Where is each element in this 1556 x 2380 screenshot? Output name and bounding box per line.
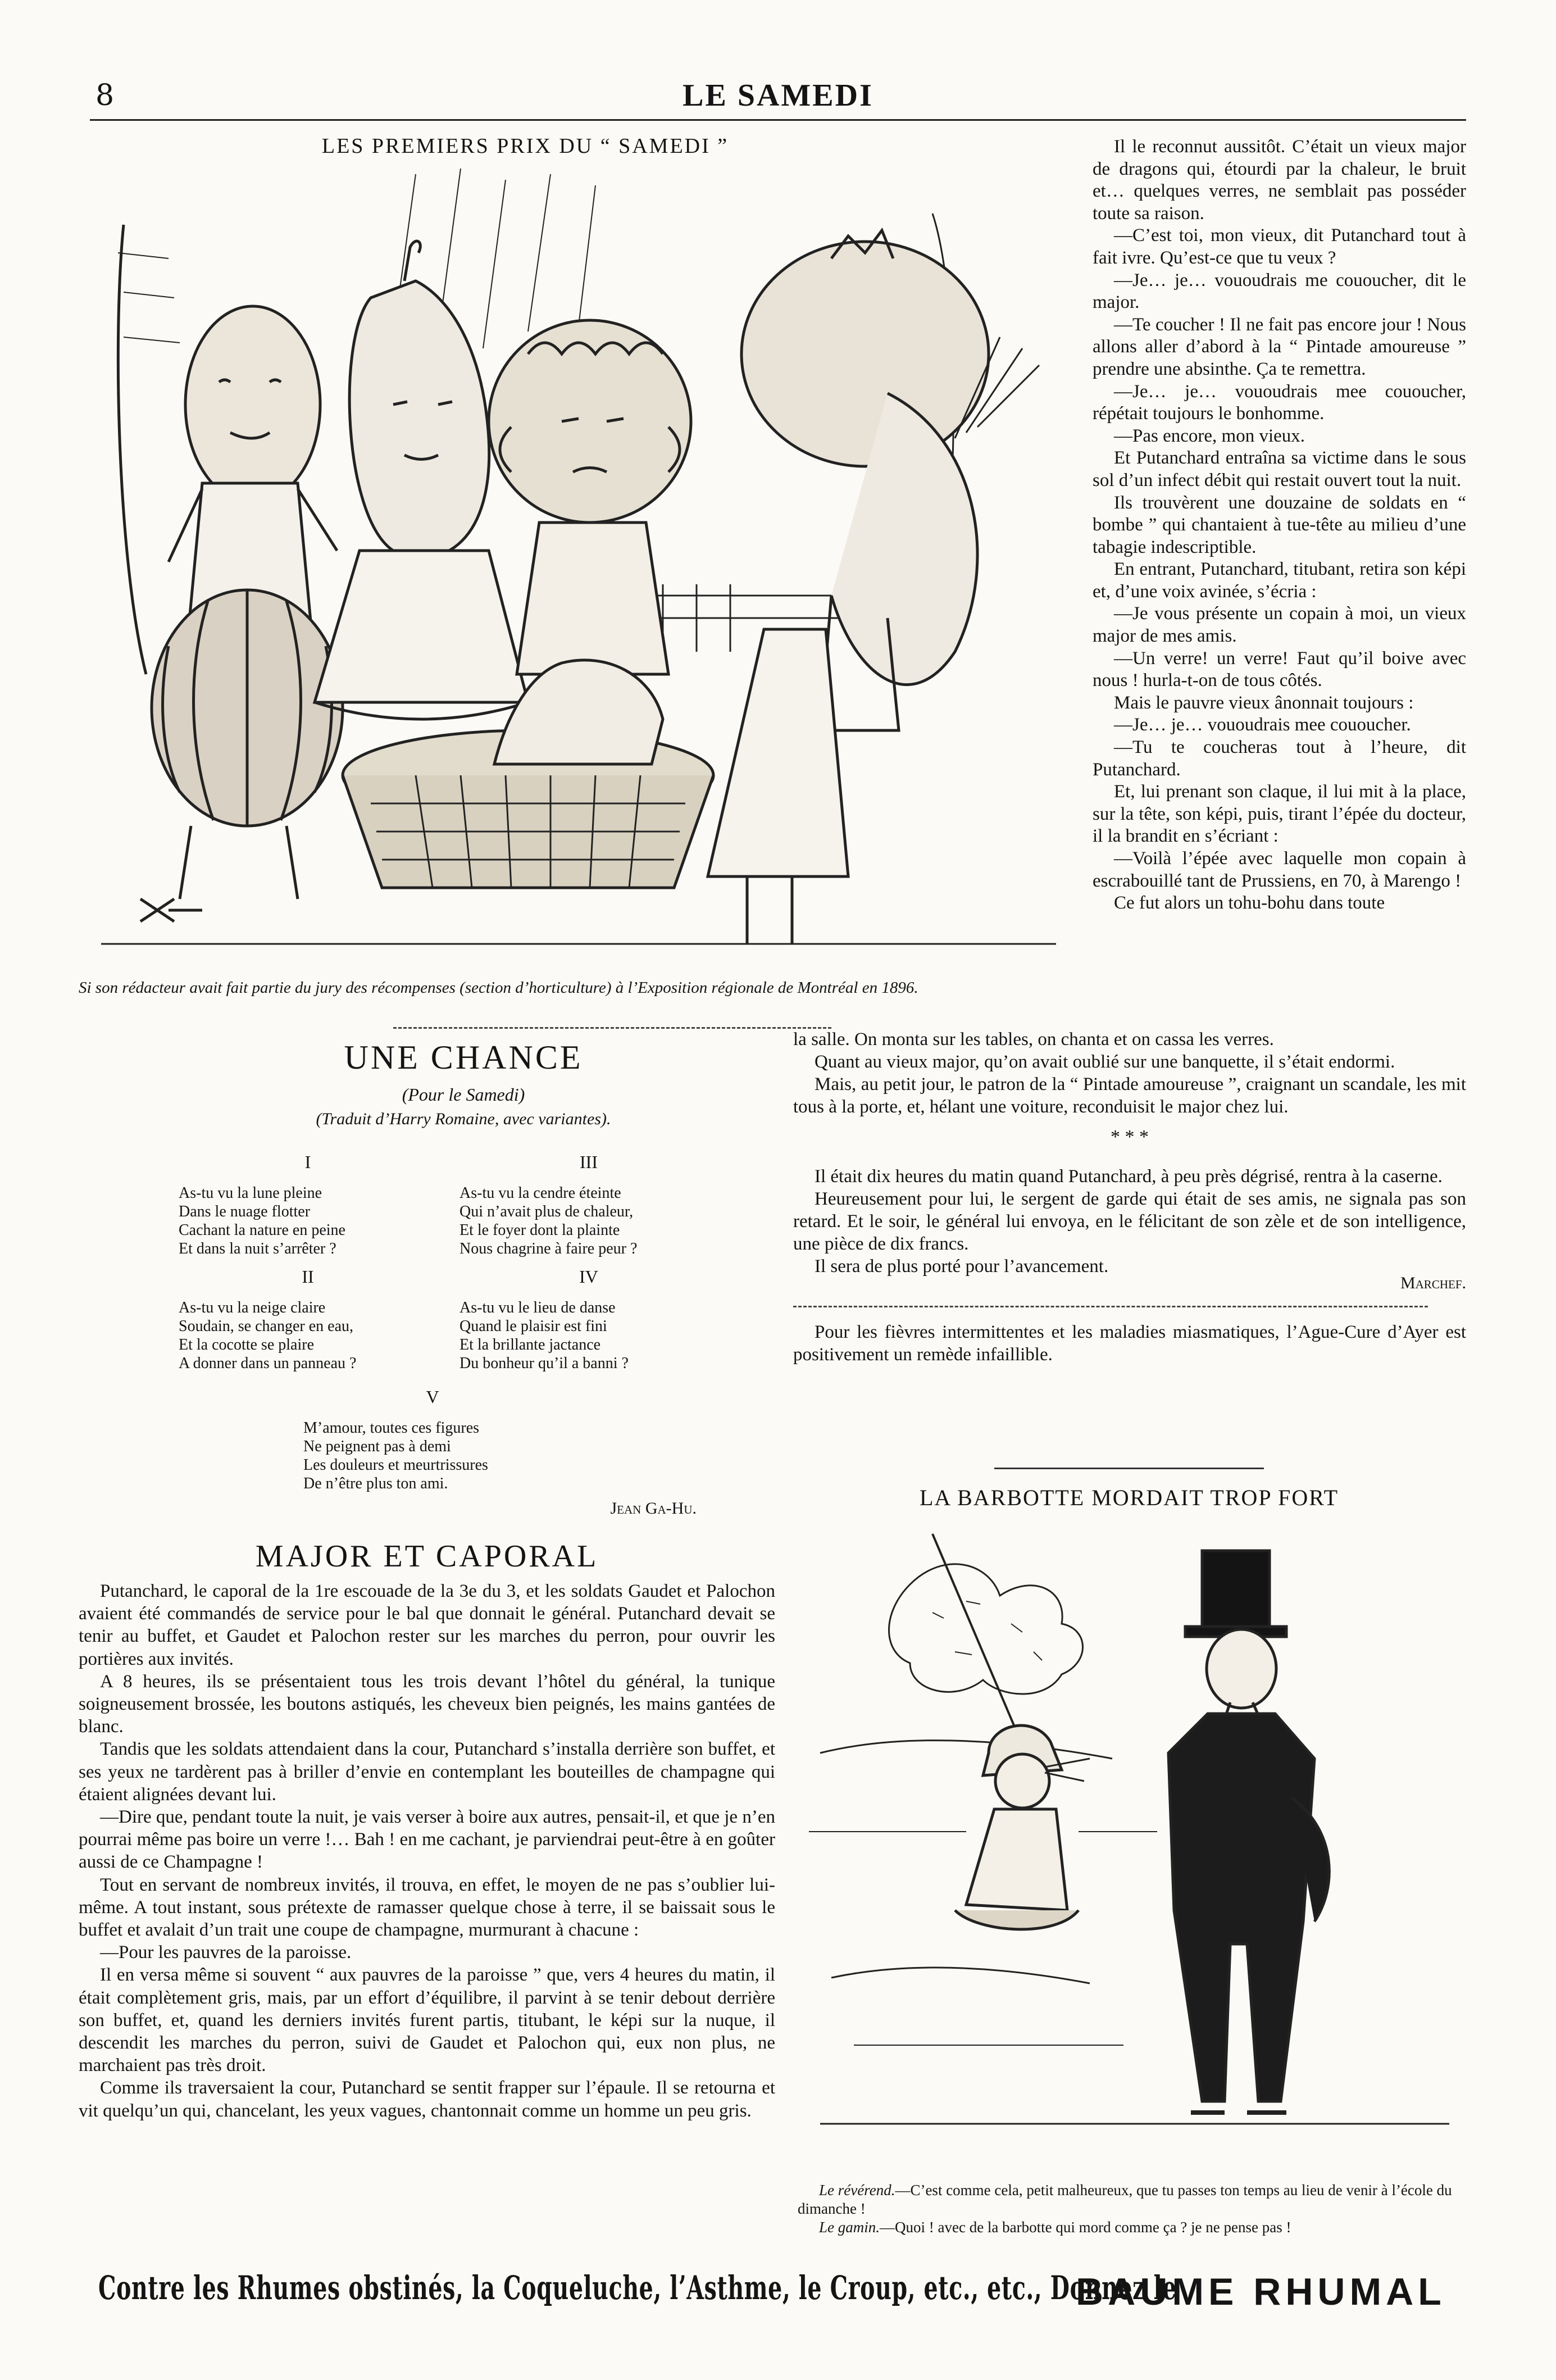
stanza-number: IV xyxy=(579,1266,598,1287)
paragraph: —Dire que, pendant toute la nuit, je vais verser à boire aux autres, pensait-il, et que je n’en pourrai même pas boire un verre !… Bah ! en me cachant, je parviendrai peut-être à en goûter aussi de ce Champagne ! xyxy=(79,1807,775,1873)
paragraph: Il en versa même si souvent “ aux pauvres de la paroisse ” que, vers 4 heures du matin, il était complètement gris, mais, par un effort d’équilibre, il parvint à se tenir debout derrière son buffet, et, quand les derniers invités furent partis, titubant, le képi sur la nuque, il descendit les marches du perron, suivi de Gaudet et Palochon qui, eux non plus, ne marchaient pas très droit. xyxy=(79,1965,775,2076)
paragraph: —Je… je… vououdrais mee cououcher, répétait toujours le bonhomme. xyxy=(1093,381,1466,424)
dialogue: —Quoi ! avec de la barbotte qui mord comme ça ? je ne pense pas ! xyxy=(880,2219,1291,2236)
reverend-and-boy-cartoon xyxy=(798,1517,1472,2146)
poem-line: Et la brillante jactance xyxy=(459,1336,601,1353)
paragraph: —C’est toi, mon vieux, dit Putanchard tout à fait ivre. Qu’est-ce que tu veux ? xyxy=(1093,225,1466,268)
poem-line: Cachant la nature en peine xyxy=(179,1221,345,1239)
paragraph: Putanchard, le caporal de la 1re escouade de la 3e du 3, et les soldats Gaudet et Palochon avaient été commandés de service pour le bal que donnait le général. Putanchard devait se tenir au buffet, et Gaudet et Palochon rester sur les marches du perron, pour ouvrir les portières aux invités. xyxy=(79,1581,775,1669)
cartoon-title: LA BARBOTTE MORDAIT TROP FORT xyxy=(919,1485,1339,1510)
poem-subtitle: (Pour le Samedi) xyxy=(402,1084,525,1105)
poem-title: UNE CHANCE xyxy=(344,1039,583,1076)
paragraph: —Pas encore, mon vieux. xyxy=(1114,425,1305,446)
separator xyxy=(793,1306,1428,1307)
poem-line: Les douleurs et meurtrissures xyxy=(303,1456,488,1474)
vegetable-prizes-illustration xyxy=(101,169,1062,966)
paragraph: Mais, au petit jour, le patron de la “ Pintade amoureuse ”, craignant un scandale, les mit tous à la porte, et, hélant une voiture, reconduisit le major chez lui. xyxy=(793,1074,1466,1117)
poem-line: Et la cocotte se plaire xyxy=(179,1336,314,1353)
paragraph: Et, lui prenant son claque, il lui mit à la place, sur la tête, son képi, puis, tirant l’épée du docteur, il la brandit en s’écriant : xyxy=(1093,782,1466,847)
story-continuation-column xyxy=(1093,136,1466,915)
poem-line: Du bonheur qu’il a banni ? xyxy=(459,1355,629,1372)
cartoon-caption xyxy=(798,2181,1489,2237)
paragraph: Ils trouvèrent une douzaine de soldats en “ bombe ” qui chantaient à tue-tête au milieu d’une tabagie indescriptible. xyxy=(1093,492,1466,557)
poem-line: Soudain, se changer en eau, xyxy=(179,1318,353,1335)
poem-line: As-tu vu la neige claire xyxy=(179,1299,326,1316)
paragraph: —Pour les pauvres de la paroisse. xyxy=(100,1942,352,1963)
poem-line: Quand le plaisir est fini xyxy=(459,1318,607,1335)
poem-line: Ne peignent pas à demi xyxy=(303,1438,451,1455)
paragraph: Comme ils traversaient la cour, Putanchard se sentit frapper sur l’épaule. Il se retourna et vit quelqu’un qui, chancelant, les yeux vagues, chantonnait comme un homme un peu gris. xyxy=(79,2078,775,2121)
poem-line: Et dans la nuit s’arrêter ? xyxy=(179,1240,336,1257)
poem-stanza xyxy=(179,1268,437,1373)
paragraph: Tandis que les soldats attendaient dans la cour, Putanchard s’installa derrière son buffet, et ses yeux ne tardèrent pas à briller d’envie en contemplant les bouteilles de champagne qui étaient alignées devant lui. xyxy=(79,1739,775,1805)
paragraph: Il sera de plus porté pour l’avancement. xyxy=(815,1256,1109,1277)
masthead: LE SAMEDI xyxy=(683,78,873,113)
advert-paragraph: Pour les fièvres intermittentes et les maladies miasmatiques, l’Ague-Cure d’Ayer est positivement un remède infaillible. xyxy=(793,1322,1466,1365)
poem-stanza xyxy=(303,1388,562,1493)
stanza-number: III xyxy=(580,1152,598,1172)
stanza-number: II xyxy=(302,1266,314,1287)
illustration-title: LES PREMIERS PRIX DU “ SAMEDI ” xyxy=(321,134,729,158)
paragraph: Il le reconnut aussitôt. C’était un vieux major de dragons qui, étourdi par la chaleur, le bruit et… quelques verres, ne semblait pas posséder toute sa raison. xyxy=(1093,137,1466,224)
paragraph: A 8 heures, ils se présentaient tous les trois devant l’hôtel du général, la tunique soigneusement brossée, les boutons astiqués, les cheveux bien peignés, les mains gantées de blanc. xyxy=(79,1671,775,1737)
paragraph: —Je vous présente un copain à moi, un vieux major de mes amis. xyxy=(1093,603,1466,647)
paragraph: Heureusement pour lui, le sergent de garde qui était de ses amis, ne signala pas son retard. Et le soir, le général lui envoya, en le félicitant de son zèle et de son intelligence, une pièce de dix francs. xyxy=(793,1189,1466,1254)
poem-line: Dans le nuage flotter xyxy=(179,1203,311,1220)
paragraph: —Voilà l’épée avec laquelle mon copain à escrabouillé tant de Prussiens, en 70, à Marengo ! xyxy=(1093,848,1466,891)
poem-stanza xyxy=(459,1268,718,1373)
poem-line: As-tu vu le lieu de danse xyxy=(459,1299,616,1316)
paragraph: la salle. On monta sur les tables, on chanta et on cassa les verres. xyxy=(793,1029,1274,1050)
paragraph: Il était dix heures du matin quand Putanchard, à peu près dégrisé, rentra à la caserne. xyxy=(815,1166,1443,1187)
poem-line: A donner dans un panneau ? xyxy=(179,1355,357,1372)
paragraph: —Un verre! un verre! Faut qu’il boive avec nous ! hurla-t-on de tous côtés. xyxy=(1093,648,1466,691)
paragraph: —Je… je… vououdrais mee cououcher. xyxy=(1114,715,1411,735)
poem-credit: (Traduit d’Harry Romaine, avec variantes). xyxy=(316,1110,611,1128)
story-body xyxy=(79,1580,775,2122)
story-conclusion-column xyxy=(793,1028,1466,1366)
poem-line: M’amour, toutes ces figures xyxy=(303,1419,480,1437)
speaker: Le gamin. xyxy=(819,2219,880,2236)
poem-line: As-tu vu la lune pleine xyxy=(179,1184,322,1202)
dialogue: —C’est comme cela, petit malheureux, que tu passes ton temps au lieu de venir à l’école du dimanche ! xyxy=(798,2182,1452,2217)
poem-author: Jean Ga-Hu. xyxy=(610,1499,697,1518)
poem-line: De n’être plus ton ami. xyxy=(303,1475,448,1492)
stanza-number: I xyxy=(304,1152,311,1172)
paragraph: Mais le pauvre vieux ânonnait toujours : xyxy=(1114,692,1414,713)
poem-stanza xyxy=(459,1153,718,1258)
paragraph: En entrant, Putanchard, titubant, retira son képi et, d’une voix avinée, s’écria : xyxy=(1093,559,1466,602)
caption-line-boy xyxy=(798,2218,1489,2237)
stanza-number: V xyxy=(426,1387,439,1407)
poem-line: Nous chagrine à faire peur ? xyxy=(459,1240,638,1257)
poem-line: Et le foyer dont la plainte xyxy=(459,1221,620,1239)
poem-stanza xyxy=(179,1153,437,1258)
story-title: MAJOR ET CAPORAL xyxy=(255,1539,599,1574)
advertisement-brand: BAUME RHUMAL xyxy=(1076,2270,1446,2313)
paragraph: Quant au vieux major, qu’on avait oublié sur une banquette, il s’était endormi. xyxy=(815,1052,1395,1072)
masthead-rule xyxy=(90,119,1466,121)
page-number: 8 xyxy=(95,79,115,112)
speaker: Le révérend. xyxy=(819,2182,895,2199)
poem-line: As-tu vu la cendre éteinte xyxy=(459,1184,621,1202)
poem-line: Qui n’avait plus de chaleur, xyxy=(459,1203,634,1220)
caption-separator xyxy=(393,1027,831,1029)
paragraph: —Te coucher ! Il ne fait pas encore jour ! Nous allons aller d’abord à la “ Pintade amoureuse ” prendre une absinthe. Ça te remettra. xyxy=(1093,314,1466,379)
story-signature: Marchef. xyxy=(1400,1274,1466,1292)
paragraph: Ce fut alors un tohu-bohu dans toute xyxy=(1114,893,1385,914)
illustration-caption: Si son rédacteur avait fait partie du jury des récompenses (section d’horticulture) à l’Exposition régionale de Montréal en 1896. xyxy=(79,979,918,997)
advertisement-text: Contre les Rhumes obstinés, la Coqueluche, l’Asthme, le Croup, etc., etc., Donnez le xyxy=(98,2269,1177,2307)
paragraph: —Tu te coucheras tout à l’heure, dit Putanchard. xyxy=(1093,737,1466,780)
caption-line-reverend xyxy=(798,2181,1489,2218)
cartoon-rule xyxy=(994,1468,1264,1469)
paragraph: Et Putanchard entraîna sa victime dans le sous sol d’un infect débit qui restait ouvert tout la nuit. xyxy=(1093,448,1466,490)
paragraph: Tout en servant de nombreux invités, il trouva, en effet, le moyen de ne pas s’oublier lui-même. A tout instant, sous prétexte de ramasser quelque chose à terre, il se baissait sous le buffet et avalait d’un trait une coupe de champagne, murmurant à chacune : xyxy=(79,1874,775,1941)
paragraph: —Je… je… vououdrais me cououcher, dit le major. xyxy=(1093,270,1466,313)
bottom-advertisement xyxy=(98,2269,1475,2313)
asterism: * * * xyxy=(1111,1127,1149,1147)
